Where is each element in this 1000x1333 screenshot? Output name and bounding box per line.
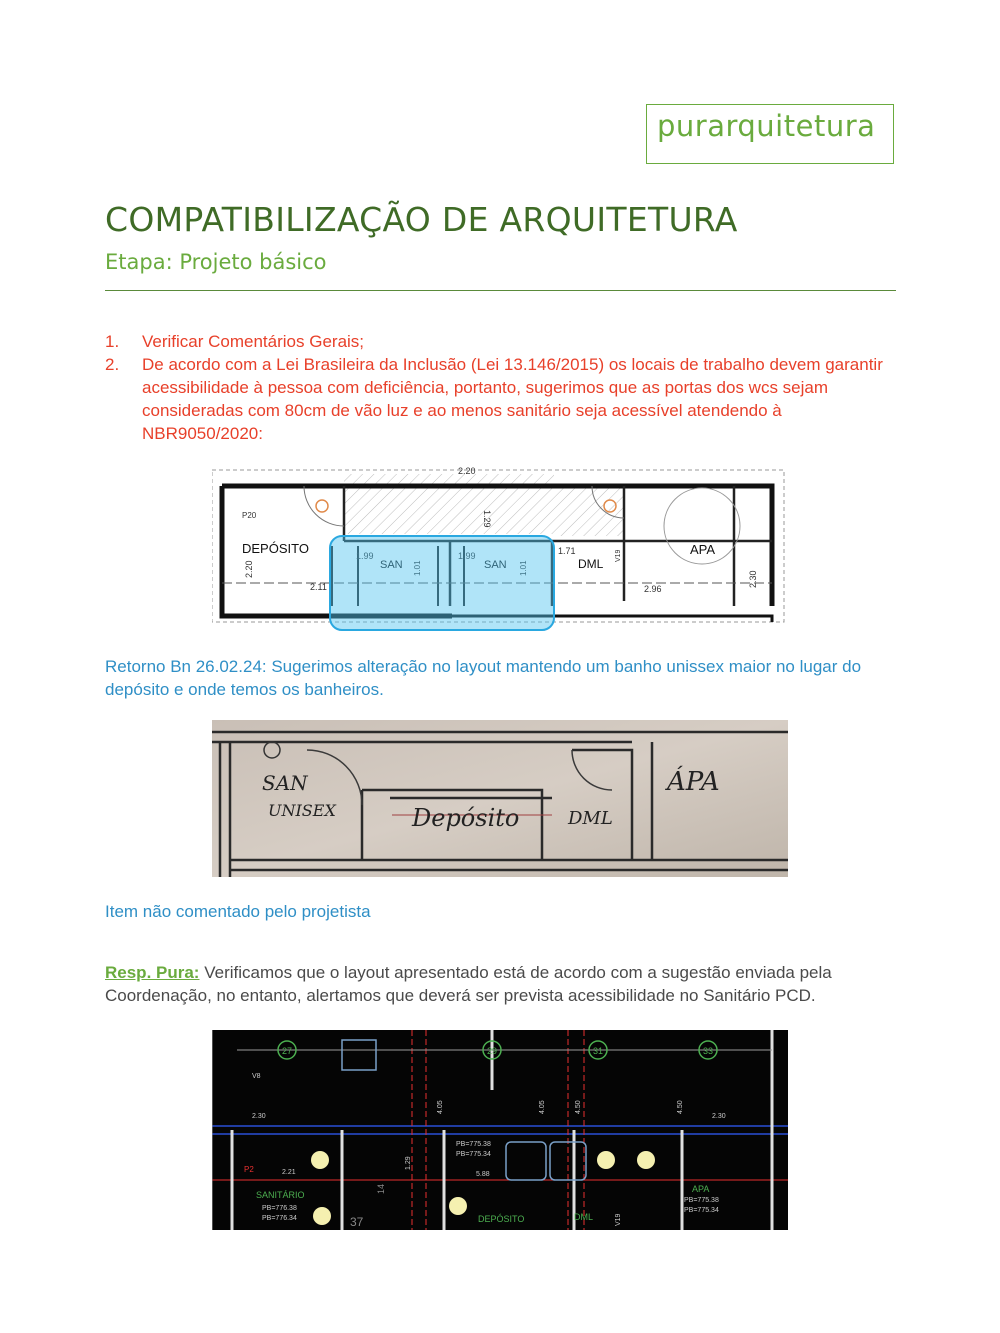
sketch-drawing — [212, 720, 788, 877]
label-dml: DML — [578, 557, 604, 571]
cad-pb-apa2: PB=775.34 — [684, 1207, 719, 1214]
dim-1-01b: 1.01 — [519, 560, 528, 576]
label-san-1: SAN — [380, 559, 403, 571]
cad-shaft — [342, 1040, 376, 1070]
page-subtitle: Etapa: Projeto básico — [105, 250, 327, 274]
list-item-text: De acordo com a Lei Brasileira da Inclusão (Lei 13.146/2015) os locais de trabalho devem garantir acessibilidade à pessoa com deficiência, portanto, sugerimos que as portas dos wcs sejam consideradas com 80cm de vão luz e ao menos sanitário seja acessível atendendo à NBR9050/2020: — [142, 355, 883, 443]
cad-n14: 14 — [376, 1183, 386, 1194]
resp-pura-paragraph — [105, 961, 905, 1007]
item-not-commented-text: Item não comentado pelo projetista — [105, 902, 371, 921]
door-swing-1 — [304, 486, 344, 526]
cad-d405b: 4.05 — [539, 1100, 546, 1114]
dim-2-20-top: 2.20 — [458, 466, 476, 476]
resp-pura-text: Verificamos que o layout apresentado está de acordo com a sugestão enviada pela Coordenação, no entanto, alertamos que deverá ser prevista acessibilidade no Sanitário PCD. — [105, 963, 832, 1005]
dim-2-11: 2.11 — [310, 582, 327, 592]
cad-d450a: 4.50 — [575, 1100, 582, 1114]
cad-d230b: 2.30 — [712, 1113, 726, 1120]
comment-list — [105, 330, 900, 445]
cad-pb-apa1: PB=775.38 — [684, 1197, 719, 1204]
highlight-toilets — [330, 536, 554, 630]
cad-apa: APA — [692, 1184, 710, 1194]
cad-n37: 37 — [350, 1215, 364, 1229]
cad-v8: V8 — [252, 1073, 261, 1080]
dim-1-99b: 1.99 — [458, 551, 476, 561]
drain-symbol — [316, 500, 328, 512]
dim-2-96: 2.96 — [644, 584, 662, 594]
list-item — [105, 330, 900, 353]
dim-1-71: 1.71 — [558, 546, 576, 556]
cad-pb-san1: PB=776.38 — [262, 1205, 297, 1212]
cad-p2: P2 — [244, 1165, 254, 1174]
sketch-label-san: SAN — [262, 771, 308, 795]
hatch-area-top — [344, 474, 554, 534]
cad-light — [637, 1151, 655, 1169]
sketch-label-dml: DML — [568, 808, 613, 829]
cad-d405a: 4.05 — [437, 1100, 444, 1114]
cad-blue-lines — [212, 1126, 788, 1134]
cad-light — [449, 1197, 467, 1215]
dim-2-30: 2.30 — [748, 570, 758, 588]
cad-label-31: 31 — [593, 1046, 604, 1056]
label-p20: P20 — [242, 511, 257, 520]
cad-d230a: 2.30 — [252, 1113, 266, 1120]
cad-label-33: 33 — [703, 1046, 714, 1056]
cad-fixture — [506, 1142, 546, 1180]
sketch-label-unisex: UNISEX — [268, 801, 336, 820]
list-item — [105, 353, 900, 445]
label-san-2: SAN — [484, 559, 507, 571]
list-item-text: Verificar Comentários Gerais; — [142, 332, 365, 351]
cad-pb-mid1: PB=775.38 — [456, 1141, 491, 1148]
sketch-label-deposito: Depósito — [412, 804, 520, 832]
cad-d588: 5.88 — [476, 1171, 490, 1178]
logo-box — [646, 104, 894, 164]
cad-pb-san2: PB=776.34 — [262, 1215, 297, 1222]
cad-label-29: 29 — [487, 1046, 498, 1056]
floor-plan-figure-1 — [212, 466, 788, 632]
list-item-number: 1. — [105, 332, 120, 351]
dim-1-01a: 1.01 — [413, 560, 422, 576]
cad-v19: V19 — [615, 1213, 622, 1226]
cad-sanitario: SANITÁRIO — [256, 1190, 305, 1200]
cad-d450b: 4.50 — [677, 1100, 684, 1114]
cad-plan-figure — [212, 1030, 788, 1230]
floor-plan-1-drawing — [212, 466, 788, 632]
cad-dml: DML — [574, 1212, 594, 1222]
dim-1-29: 1.29 — [482, 510, 492, 528]
dim-2-20: 2.20 — [244, 560, 254, 578]
cad-light — [597, 1151, 615, 1169]
cad-pb-mid2: PB=775.34 — [456, 1151, 491, 1158]
dim-v19: V19 — [615, 549, 622, 562]
cad-light — [313, 1207, 331, 1225]
resp-pura-label: Resp. Pura: — [105, 963, 200, 982]
sketch-label-apa: ÁPA — [667, 767, 720, 797]
retorno-text: Retorno Bn 26.02.24: Sugerimos alteração no layout mantendo um banho unissex maior no lugar do depósito e onde temos os banheiros. — [105, 657, 862, 699]
cad-light — [311, 1151, 329, 1169]
header-divider — [105, 290, 896, 291]
list-item-number: 2. — [105, 355, 120, 374]
label-apa: APA — [690, 542, 716, 557]
cad-d129: 1.29 — [405, 1156, 412, 1170]
cad-deposito: DEPÓSITO — [478, 1214, 525, 1224]
logo-text: purarquitetura — [657, 109, 876, 143]
sketch-figure — [212, 720, 788, 877]
cad-label-27: 27 — [282, 1046, 293, 1056]
cad-plan-drawing — [212, 1030, 788, 1230]
label-deposito: DEPÓSITO — [242, 541, 309, 556]
dim-1-99a: 1.99 — [356, 551, 374, 561]
cad-red-axis — [412, 1030, 584, 1230]
page-title: COMPATIBILIZAÇÃO DE ARQUITETURA — [105, 200, 738, 239]
cad-d221: 2.21 — [282, 1169, 296, 1176]
